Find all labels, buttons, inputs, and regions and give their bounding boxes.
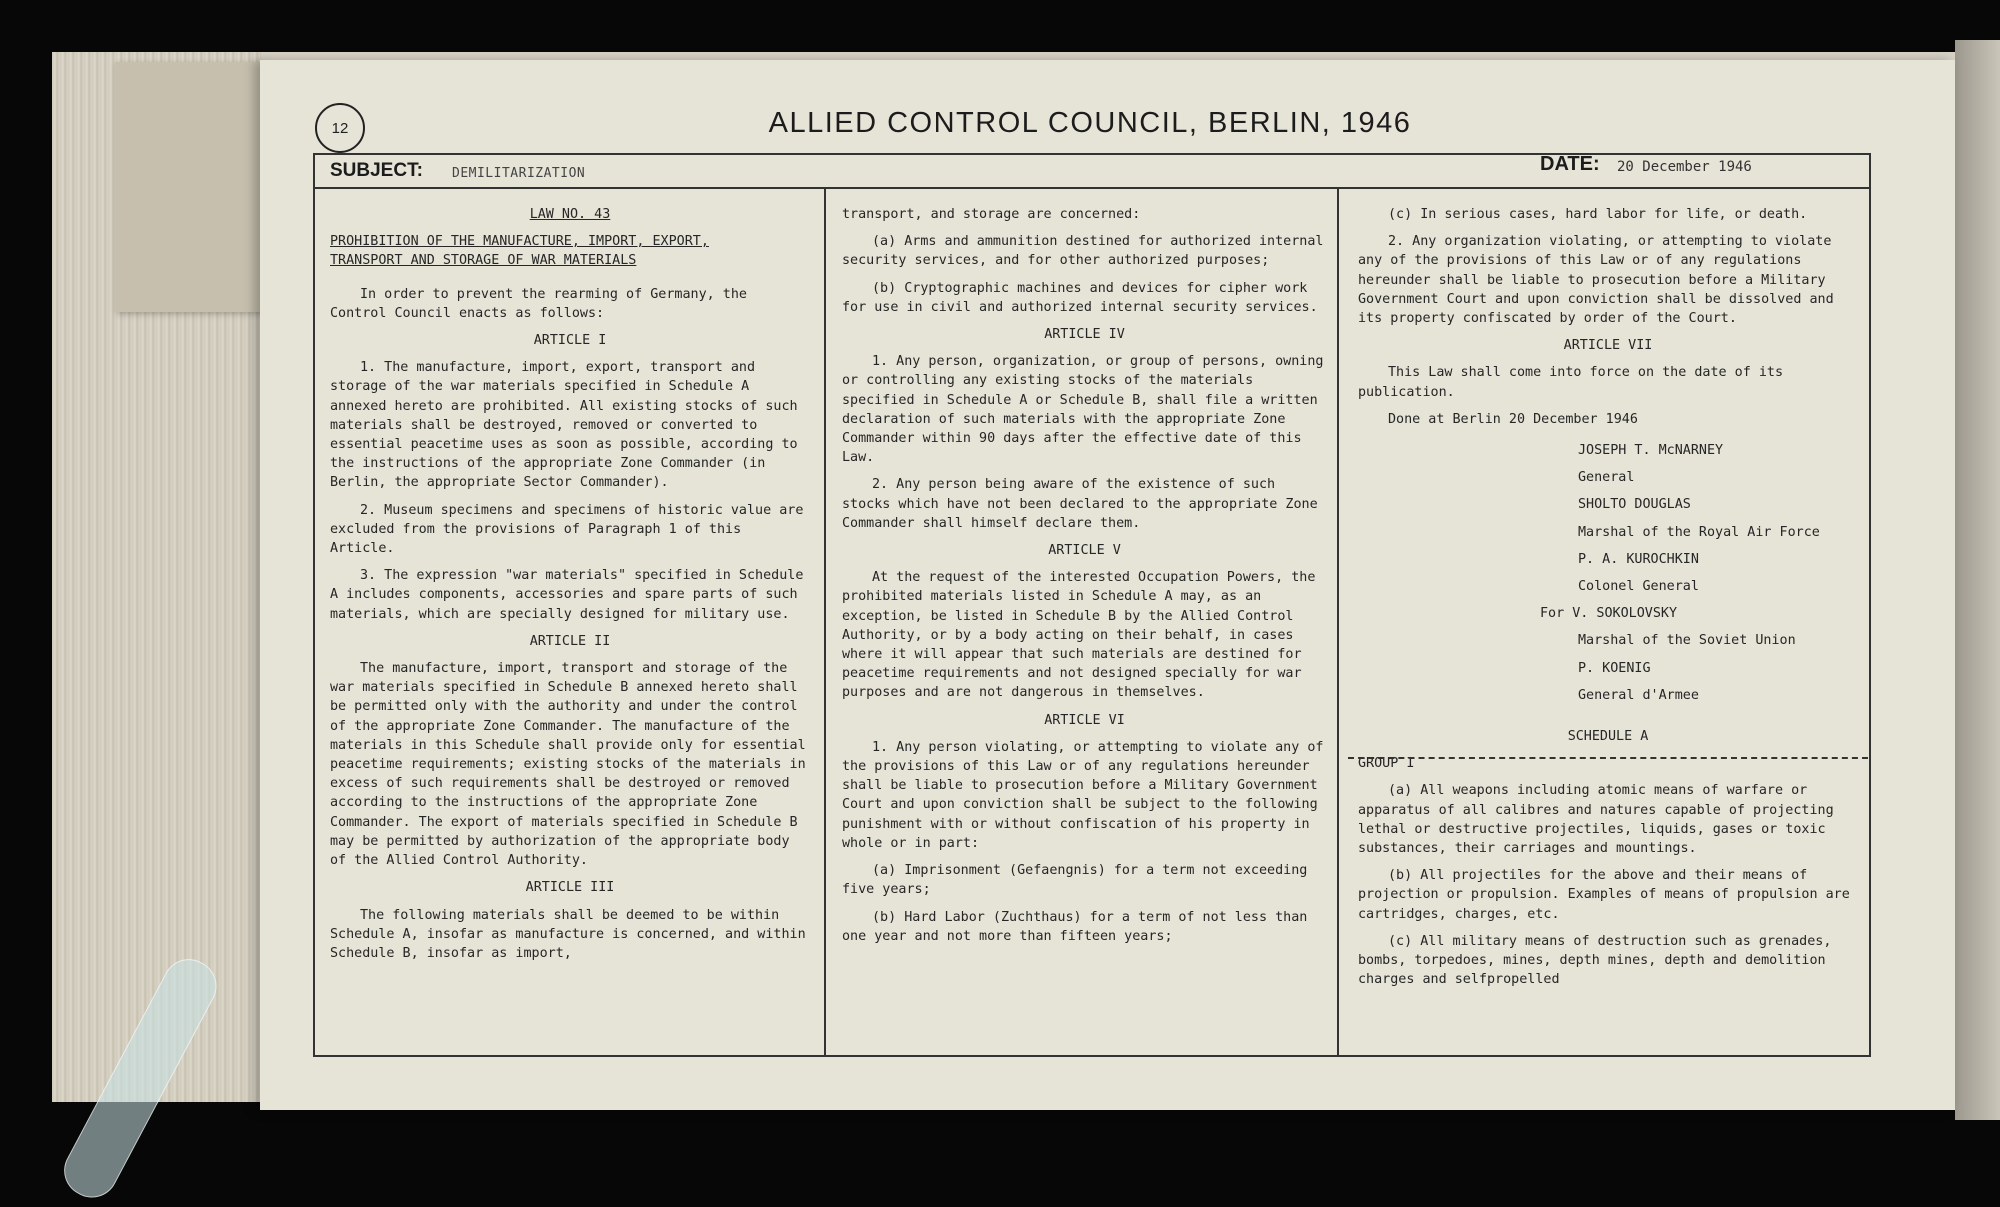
signatory-2-title: Marshal of the Royal Air Force bbox=[1578, 524, 1820, 540]
date-label: DATE: bbox=[1540, 153, 1600, 175]
article-5-para-1: At the request of the interested Occupation Powers, the prohibited materials listed in Schedule A may, as an exception, be listed in Schedule B by the Allied Control Authority, or by a body acting on their behalf, in cases where it will appear that such materials are destined for peacetime requirements and not designed specially for war purposes and are not dangerous in themselves. bbox=[842, 570, 1316, 701]
group-item-a: (a) All weapons including atomic means of warfare or apparatus of all calibres and natures capable of projecting lethal or destructive projectiles, liquids, gases or toxic substances, their carriages and mountings. bbox=[1358, 783, 1834, 857]
article-3-heading: ARTICLE III bbox=[525, 880, 615, 896]
schedule-a-heading: SCHEDULE A bbox=[1567, 729, 1649, 745]
article-2-para-1: The manufacture, import, transport and storage of the war materials specified in Schedule B annexed hereto shall be permitted only with the authority and under the control of the appropriate Zone Commander. The manufacture of the materials in this Schedule shall provide only for essential peacetime requirements; existing stocks of the materials in excess of such requirements shall be destroyed or removed according to the instructions of the appropriate Zone Commander. The export of materials specified in Schedule B may be permitted by authorization of the appropriate body of the Allied Control Authority. bbox=[330, 661, 806, 869]
subject-value: DEMILITARIZATION bbox=[452, 166, 586, 181]
article-1-para-1: 1. The manufacture, import, export, transport and storage of the war materials specified in Schedule A annexed hereto are prohibited. All existing stocks of such materials shall be destroyed, removed or converted to essential peacetime uses as soon as possible, according to the instructions of the appropriate Zone Commander (in Berlin, the appropriate Sector Commander). bbox=[330, 360, 798, 491]
article-5-heading: ARTICLE V bbox=[1048, 543, 1121, 559]
signatory-5-name: P. KOENIG bbox=[1578, 660, 1651, 676]
page-number-badge: 12 bbox=[315, 103, 365, 153]
done-at-line: Done at Berlin 20 December 1946 bbox=[1388, 411, 1638, 427]
article-2-heading: ARTICLE II bbox=[529, 633, 611, 649]
group-item-c: (c) All military means of destruction such as grenades, bombs, torpedoes, mines, depth mines, depth and demolition charges and selfpropelled bbox=[1358, 933, 1832, 988]
date-value: 20 December 1946 bbox=[1617, 159, 1752, 175]
article-6-item-b: (b) Hard Labor (Zuchthaus) for a term of not less than one year and not more than fifteen years; bbox=[842, 909, 1308, 944]
article-7-para-1: This Law shall come into force on the date of its publication. bbox=[1358, 365, 1784, 400]
group-heading: GROUP I bbox=[1358, 756, 1415, 772]
article-1-heading: ARTICLE I bbox=[533, 333, 607, 349]
book-spine bbox=[1955, 40, 2000, 1120]
dashed-separator bbox=[1348, 757, 1868, 759]
signatory-2-name: SHOLTO DOUGLAS bbox=[1578, 497, 1691, 513]
article-1-para-3: 3. The expression "war materials" specified in Schedule A includes components, accessories and spare parts of such materials, which are specially designed for military use. bbox=[330, 568, 804, 622]
subject-label: SUBJECT: bbox=[330, 160, 423, 181]
article-6-heading: ARTICLE VI bbox=[1044, 712, 1125, 728]
column-3 bbox=[1358, 205, 1858, 998]
signatory-3-title: Colonel General bbox=[1578, 579, 1699, 595]
article-6-item-c: (c) In serious cases, hard labor for life, or death. bbox=[1388, 207, 1808, 222]
signatory-4-title: Marshal of the Soviet Union bbox=[1578, 633, 1796, 649]
column-divider-2 bbox=[1337, 187, 1339, 1057]
article-3-item-b: (b) Cryptographic machines and devices for cipher work for use in civil and authorized internal security services. bbox=[842, 280, 1318, 315]
preamble: In order to prevent the rearming of Germany, the Control Council enacts as follows: bbox=[330, 286, 747, 321]
page-tab bbox=[115, 62, 265, 312]
page-title: ALLIED CONTROL COUNCIL, BERLIN, 1946 bbox=[768, 107, 1412, 139]
signatory-1-name: JOSEPH T. McNARNEY bbox=[1578, 443, 1724, 459]
article-6-para-2: 2. Any organization violating, or attempting to violate any of the provisions of this Law or of any regulations hereunder shall be liable to prosecution before a Military Government Court and upon conviction shall be dissolved and its property confiscated by order of the Court. bbox=[1358, 234, 1834, 327]
article-4-heading: ARTICLE IV bbox=[1044, 327, 1125, 343]
article-4-para-1: 1. Any person, organization, or group of persons, owning or controlling any existing stocks of the materials specified in Schedule A or Schedule B, shall file a written declaration of such materials with the appropriate Zone Commander within 90 days after the effective date of this Law. bbox=[842, 354, 1324, 466]
signatory-5-title: General d'Armee bbox=[1578, 687, 1699, 703]
signatory-4-name: For V. SOKOLOVSKY bbox=[1540, 606, 1678, 622]
article-7-heading: ARTICLE VII bbox=[1563, 338, 1653, 354]
law-number: LAW NO. 43 bbox=[529, 207, 611, 222]
law-title-line-2: TRANSPORT AND STORAGE OF WAR MATERIALS bbox=[330, 253, 637, 269]
article-6-para-1: 1. Any person violating, or attempting to violate any of the provisions of this Law or of any regulations hereunder shall be liable to prosecution before a Military Government Court and upon conviction shall be subject to the following punishment with or without confiscation of his property in whole or in part: bbox=[842, 739, 1324, 851]
law-title-line-1: PROHIBITION OF THE MANUFACTURE, IMPORT, EXPORT, bbox=[330, 234, 709, 250]
article-3-continuation: transport, and storage are concerned: bbox=[842, 207, 1141, 222]
article-3-item-a: (a) Arms and ammunition destined for authorized internal security services, and for other authorized purposes; bbox=[842, 234, 1324, 269]
article-6-item-a: (a) Imprisonment (Gefaengnis) for a term not exceeding five years; bbox=[842, 863, 1308, 898]
column-1 bbox=[330, 205, 810, 971]
article-1-para-2: 2. Museum specimens and specimens of historic value are excluded from the provisions of Paragraph 1 of this Article. bbox=[330, 502, 804, 557]
group-item-b: (b) All projectiles for the above and their means of projection or propulsion. Examples of means of propulsion are cartridges, charges, etc. bbox=[1358, 868, 1850, 922]
column-divider-1 bbox=[824, 187, 826, 1057]
article-3-para-1: The following materials shall be deemed to be within Schedule A, insofar as manufacture is concerned, and within Schedule B, insofar as import, bbox=[330, 907, 806, 961]
article-4-para-2: 2. Any person being aware of the existence of such stocks which have not been declared to the appropriate Zone Commander shall himself declare them. bbox=[842, 477, 1318, 531]
signatory-3-name: P. A. KUROCHKIN bbox=[1578, 551, 1699, 567]
column-2 bbox=[842, 205, 1327, 954]
signatory-1-title: General bbox=[1578, 470, 1635, 486]
